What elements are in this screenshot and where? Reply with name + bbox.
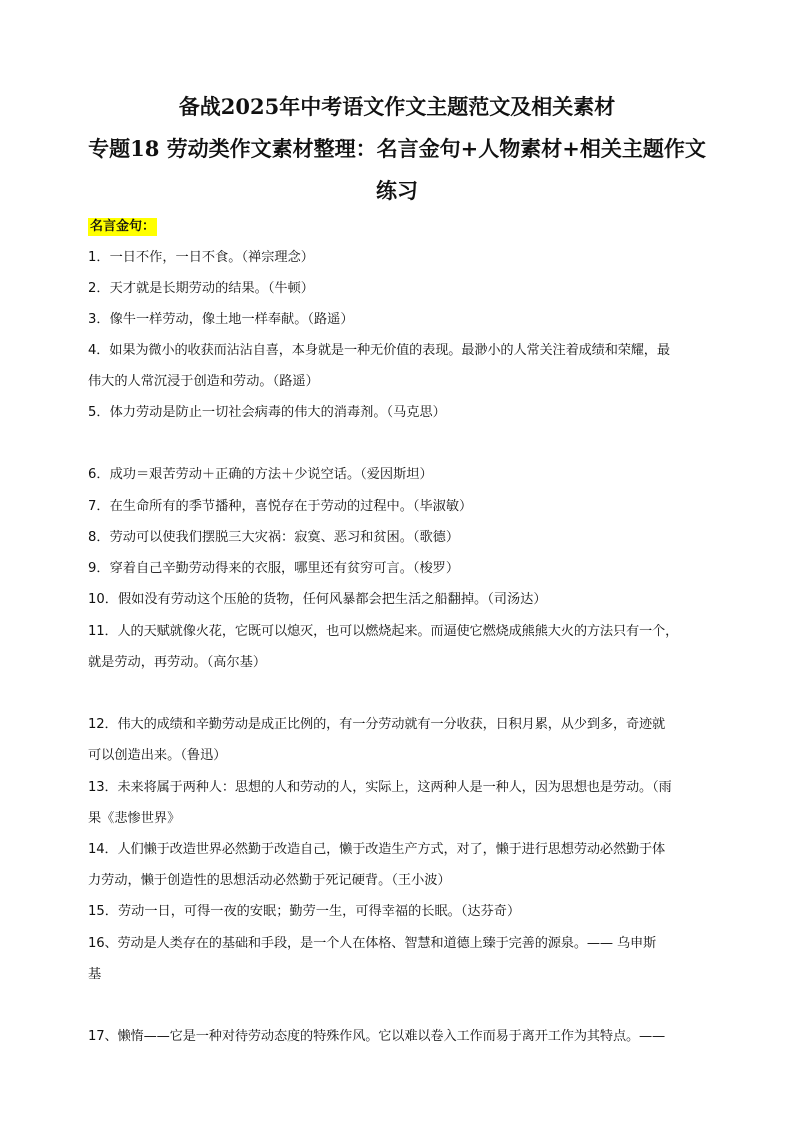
quote-line: 16、劳动是人类存在的基础和手段，是一个人在体格、智慧和道德上臻于完善的源泉。—— 乌申斯 bbox=[88, 936, 657, 951]
quote-line: 15．劳动一日，可得一夜的安眠；勤劳一生，可得幸福的长眠。（达芬奇） bbox=[88, 904, 521, 919]
quote-line-continued: 果《悲惨世界》 bbox=[88, 811, 181, 826]
quote-line-continued: 可以创造出来。（鲁迅） bbox=[88, 748, 227, 763]
quote-line: 8．劳动可以使我们摆脱三大灾祸：寂寞、恶习和贫困。（歌德） bbox=[88, 530, 460, 545]
quote-line: 2．天才就是长期劳动的结果。（牛顿） bbox=[88, 281, 314, 296]
quote-line: 7．在生命所有的季节播种，喜悦存在于劳动的过程中。（毕淑敏） bbox=[88, 499, 473, 514]
quote-line: 9．穿着自己辛勤劳动得来的衣服，哪里还有贫穷可言。（梭罗） bbox=[88, 561, 460, 576]
quote-line-continued: 力劳动，懒于创造性的思想活动必然勤于死记硬背。（王小波） bbox=[88, 873, 451, 888]
quote-line-continued: 基 bbox=[88, 967, 102, 982]
quote-line: 13．未来将属于两种人：思想的人和劳动的人，实际上，这两种人是一种人，因为思想也是劳动。（雨 bbox=[88, 780, 672, 795]
section-label-quotes: 名言金句： bbox=[90, 219, 156, 234]
quote-line: 17、懒惰——它是一种对待劳动态度的特殊作风。它以难以卷入工作而易于离开工作为其特点。—— bbox=[88, 1029, 666, 1044]
document-title-line-2: 专题18 劳动类作文素材整理：名言金句+人物素材+相关主题作文 bbox=[88, 136, 706, 161]
quote-line: 6．成功＝艰苦劳动＋正确的方法＋少说空话。（爱因斯坦） bbox=[88, 467, 433, 482]
document-title-line-1: 备战2025年中考语文作文主题范文及相关素材 bbox=[178, 94, 616, 119]
quote-line: 10．假如没有劳动这个压舱的货物，任何风暴都会把生活之船翻掉。（司汤达） bbox=[88, 592, 547, 607]
quote-line-continued: 伟大的人常沉浸于创造和劳动。（路遥） bbox=[88, 374, 319, 389]
quote-line: 4．如果为微小的收获而沾沾自喜，本身就是一种无价值的表现。最渺小的人常关注着成绩和荣耀，最 bbox=[88, 343, 670, 358]
quote-line: 5．体力劳动是防止一切社会病毒的伟大的消毒剂。（马克思） bbox=[88, 405, 446, 420]
quote-line: 11．人的天赋就像火花，它既可以熄灭，也可以燃烧起来。而逼使它燃烧成熊熊大火的方法只有一个， bbox=[88, 624, 679, 639]
quote-line: 12．伟大的成绩和辛勤劳动是成正比例的，有一分劳动就有一分收获，日积月累，从少到多，奇迹就 bbox=[88, 717, 666, 732]
quote-line: 1．一日不作，一日不食。（禅宗理念） bbox=[88, 250, 314, 265]
document-title-line-3: 练习 bbox=[376, 178, 418, 203]
quote-line-continued: 就是劳动，再劳动。（高尔基） bbox=[88, 655, 267, 670]
quote-line: 3．像牛一样劳动，像土地一样奉献。（路遥） bbox=[88, 312, 354, 327]
quote-line: 14．人们懒于改造世界必然勤于改造自己，懒于改造生产方式，对了，懒于进行思想劳动必然勤于体 bbox=[88, 842, 666, 857]
